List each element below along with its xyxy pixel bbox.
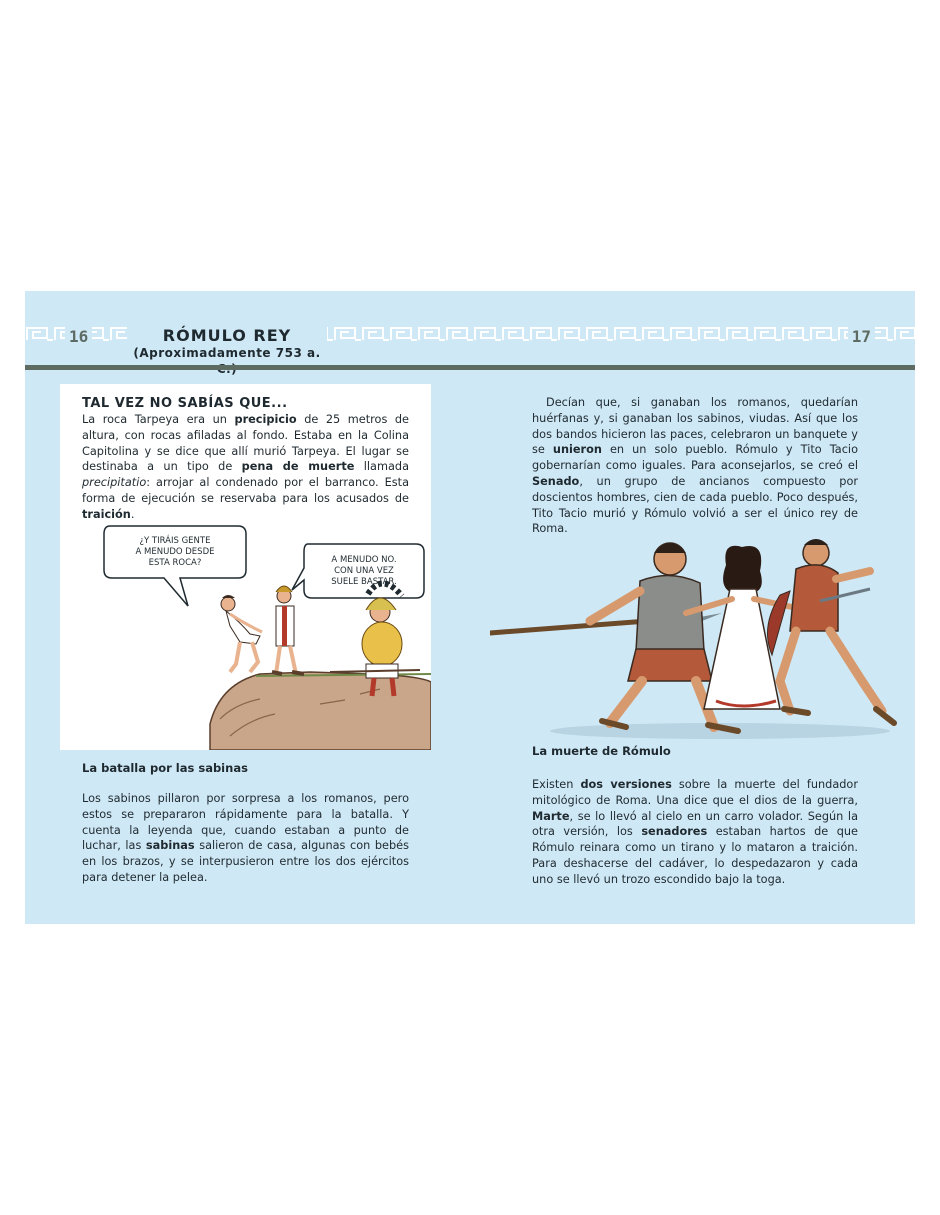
- battle-illustration-icon: [490, 531, 900, 741]
- page-subtitle: (Aproximadamente 753 a.: [133, 346, 321, 360]
- section-paragraph-romulo: Existen dos versiones sobre la muerte del fundador mitológico de Roma. Una dice que el dios de la guerra, Marte, se lo llevó al cielo en un carro volador. Según la otra versión, los senadores estaban hartos de que Rómulo reinara como un tirano y lo mataron a traición. Para deshacerse del cadáver, lo despedazaron y cada uno se llevó un trozo escondido bajo la toga.: [532, 778, 858, 886]
- bubble-2-line-2: CON UNA VEZ: [334, 566, 394, 576]
- panel-paragraph: La roca Tarpeya era un precipicio de 25 metros de altura, con rocas afiladas al fondo. Estaba en la Colina Capitolina y se dice que allí murió Tarpeya. El lugar se destinaba a un tipo de pena de muerte llamada precipitatio: arrojar al condenado por el barranco. Esta forma de ejecución se reservaba para los acusados de traición.: [82, 413, 409, 521]
- section-heading-sabinas: La batalla por las sabinas: [82, 761, 248, 775]
- bubble-1-line-2: A MENUDO DESDE: [135, 547, 215, 557]
- cliff-illustration-icon: [60, 514, 431, 750]
- did-you-know-panel: [60, 384, 431, 750]
- bubble-1-line-3: ESTA ROCA?: [148, 558, 202, 568]
- header-rule: [25, 365, 915, 370]
- section-heading-romulo: La muerte de Rómulo: [532, 744, 671, 758]
- book-spread: [25, 291, 915, 924]
- bubble-1-line-1: ¿Y TIRÁIS GENTE: [139, 536, 211, 546]
- header: [25, 291, 915, 371]
- bubble-2-line-3: SUELE BASTAR.: [331, 577, 397, 587]
- panel-heading: TAL VEZ NO SABÍAS QUE...: [82, 396, 288, 411]
- paragraph-right-top: Decían que, si ganaban los romanos, quedarían huérfanas y, si ganaban los sabinos, viudas. Así que los dos bandos hicieron las paces, celebraron un banquete y se unieron en un solo pueblo. Rómulo y Tito Tacio gobernarían como iguales. Para aconsejarlos, se creó el Senado, un grupo de ancianos compuesto por doscientos hombres, cien de cada pueblo. Poco después, Tito Tacio murió y Rómulo volvió a ser el único rey de Roma.: [532, 396, 858, 536]
- page-number-right: 17: [848, 327, 875, 346]
- bubble-2-line-1: A MENUDO NO.: [331, 555, 397, 565]
- section-paragraph-sabinas: Los sabinos pillaron por sorpresa a los romanos, pero estos se prepararon rápidamente para la batalla. Y cuenta la leyenda que, cuando estaban a punto de luchar, las sabinas salieron de casa, algunas con bebés en los brazos, y se interpusieron entre los dos ejércitos para detener la pelea.: [82, 792, 409, 884]
- page-number-left: 16: [65, 327, 92, 346]
- page-title: RÓMULO REY: [162, 326, 292, 345]
